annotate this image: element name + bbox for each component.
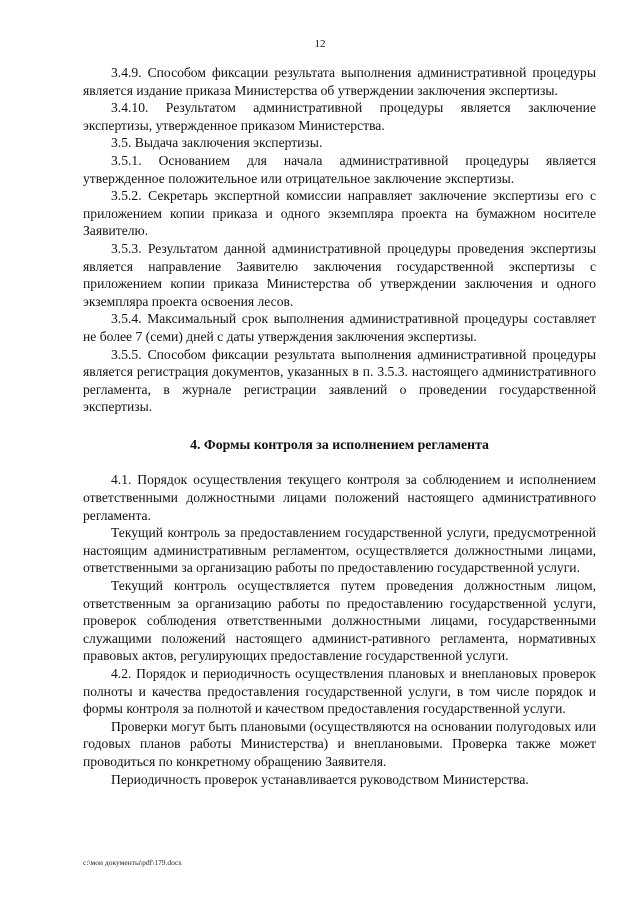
footer-file-path: с:\мои документы\pdf\179.docx [83, 858, 182, 867]
paragraph-3-4-10: 3.4.10. Результатом административной процедуры является заключение экспертизы, утвержденное приказом Министерства. [83, 100, 596, 133]
paragraph-3-5: 3.5. Выдача заключения экспертизы. [111, 135, 323, 151]
paragraph-4-1: 4.1. Порядок осуществления текущего контроля за соблюдением и исполнением ответственными должностными лицами положений настоящего административного регламента. [83, 472, 596, 523]
paragraph-periodicity: Периодичность проверок устанавливается руководством Министерства. [111, 771, 529, 787]
paragraph-control-method: Текущий контроль осуществляется путем проведения должностным лицом, ответственным за организацию работы по предоставлению государственной услуги, проверок соблюдения ответственными должностными лицами, государственными служащими положений настоящего админист-ративного регламента, нормативных правовых актов, регулирующих предоставление государственной услуги. [83, 578, 596, 664]
paragraph-3-5-4: 3.5.4. Максимальный срок выполнения административной процедуры составляет не более 7 (семи) дней с даты утверждения заключения экспертизы. [83, 311, 596, 344]
document-body [83, 64, 596, 788]
paragraph-3-4-9: 3.4.9. Способом фиксации результата выполнения административной процедуры является издание приказа Министерства об утверждении заключения экспертизы. [83, 65, 596, 98]
section-heading: 4. Формы контроля за исполнением регламента [190, 436, 489, 452]
paragraph-3-5-5: 3.5.5. Способом фиксации результата выполнения административной процедуры является регистрация документов, указанных в п. 3.5.3. настоящего административного регламента, в журнале регистрации заявлений о проведении государственной экспертизы. [83, 346, 596, 415]
paragraph-current-control: Текущий контроль за предоставлением государственной услуги, предусмотренной настоящим административным регламентом, осуществляется должностными лицами, ответственными за организацию работы по предоставлению государственной услуги. [83, 525, 596, 576]
page-number: 12 [314, 38, 326, 50]
paragraph-3-5-1: 3.5.1. Основанием для начала административной процедуры является утвержденное положительное или отрицательное заключение экспертизы. [83, 152, 596, 186]
paragraph-4-2: 4.2. Порядок и периодичность осуществления плановых и внеплановых проверок полноты и качества предоставления государственной услуги, в том числе порядок и формы контроля за полнотой и качеством предоставления государственной услуги. [83, 666, 596, 717]
paragraph-inspections: Проверки могут быть плановыми (осуществляются на основании полугодовых или годовых планов работы Министерства) и внеплановыми. Проверка также может проводиться по конкретному обращению Заявителя. [83, 718, 596, 769]
paragraph-3-5-2: 3.5.2. Секретарь экспертной комиссии направляет заключение экспертизы его с приложением копии приказа и одного экземпляра проекта на бумажном носителе Заявителю. [83, 188, 596, 239]
paragraph-3-5-3: 3.5.3. Результатом данной административной процедуры проведения экспертизы является направление Заявителю заключения государственной экспертизы с приложением копии приказа Министерства об утверждении заключения и одного экземпляра проекта освоения лесов. [83, 240, 596, 309]
